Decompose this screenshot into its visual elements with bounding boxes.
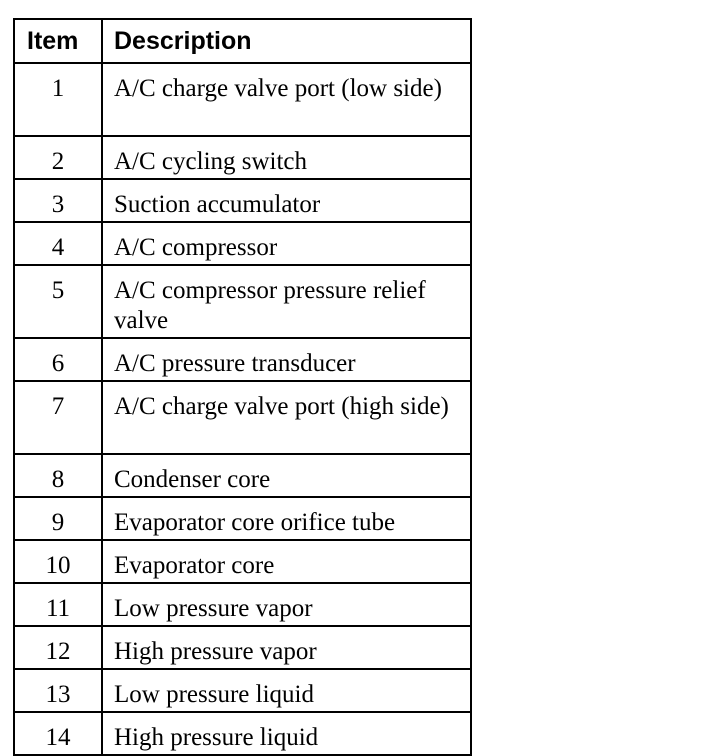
item-description: Condenser core bbox=[102, 454, 471, 497]
table-row bbox=[14, 179, 471, 222]
item-description: A/C cycling switch bbox=[102, 136, 471, 179]
table-row bbox=[14, 712, 471, 755]
item-number: 1 bbox=[14, 63, 102, 136]
table-row bbox=[14, 540, 471, 583]
item-number: 6 bbox=[14, 338, 102, 381]
table-row bbox=[14, 626, 471, 669]
item-number: 8 bbox=[14, 454, 102, 497]
item-description: High pressure vapor bbox=[102, 626, 471, 669]
item-number: 13 bbox=[14, 669, 102, 712]
table-header bbox=[14, 19, 471, 63]
table-row bbox=[14, 669, 471, 712]
table-row bbox=[14, 338, 471, 381]
item-description: A/C compressor bbox=[102, 222, 471, 265]
item-number: 14 bbox=[14, 712, 102, 755]
table-row bbox=[14, 265, 471, 338]
table-row bbox=[14, 136, 471, 179]
header-row bbox=[14, 19, 471, 63]
table-row bbox=[14, 583, 471, 626]
item-description: A/C pressure transducer bbox=[102, 338, 471, 381]
item-number: 9 bbox=[14, 497, 102, 540]
item-description: A/C charge valve port (high side) bbox=[102, 381, 471, 454]
legend-table bbox=[13, 18, 472, 756]
table-row bbox=[14, 381, 471, 454]
table-row bbox=[14, 497, 471, 540]
item-number: 11 bbox=[14, 583, 102, 626]
item-description: A/C charge valve port (low side) bbox=[102, 63, 471, 136]
item-description: Suction accumulator bbox=[102, 179, 471, 222]
header-description: Description bbox=[102, 19, 471, 63]
item-number: 5 bbox=[14, 265, 102, 338]
table-row bbox=[14, 63, 471, 136]
item-number: 4 bbox=[14, 222, 102, 265]
item-number: 3 bbox=[14, 179, 102, 222]
item-description: Evaporator core orifice tube bbox=[102, 497, 471, 540]
item-number: 10 bbox=[14, 540, 102, 583]
item-number: 2 bbox=[14, 136, 102, 179]
item-number: 7 bbox=[14, 381, 102, 454]
header-item: Item bbox=[14, 19, 102, 63]
item-description: Low pressure liquid bbox=[102, 669, 471, 712]
item-description: Low pressure vapor bbox=[102, 583, 471, 626]
item-description: Evaporator core bbox=[102, 540, 471, 583]
item-description: A/C compressor pressure relief valve bbox=[102, 265, 471, 338]
table-row bbox=[14, 454, 471, 497]
table-body bbox=[14, 63, 471, 755]
item-description: High pressure liquid bbox=[102, 712, 471, 755]
table-row bbox=[14, 222, 471, 265]
item-number: 12 bbox=[14, 626, 102, 669]
